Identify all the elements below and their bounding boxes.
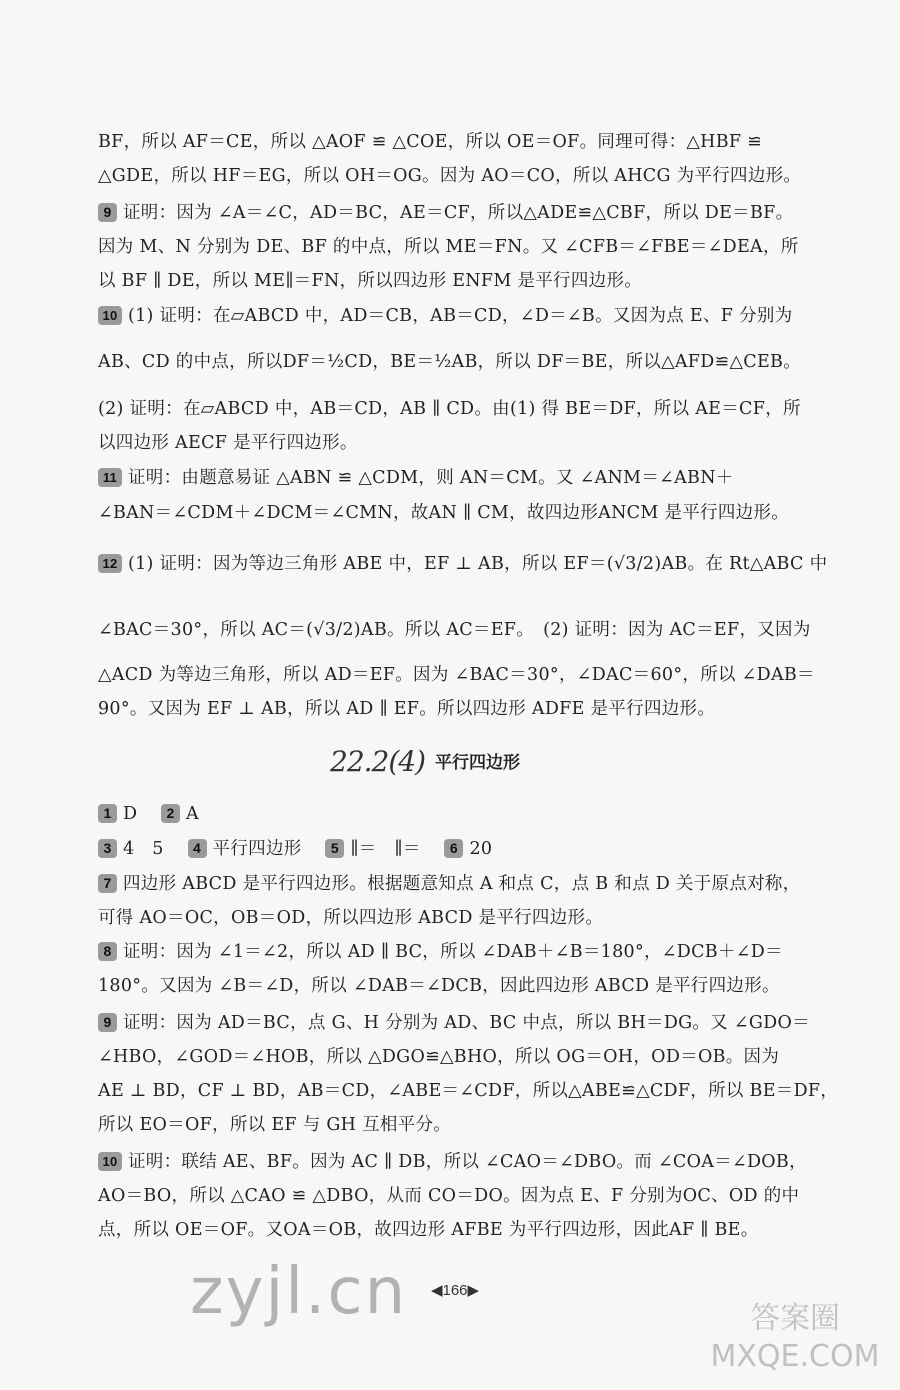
text-line: 所以 EO＝OF，所以 EF 与 GH 互相平分。 — [98, 1115, 452, 1135]
text-line: (2) 证明：在▱ABCD 中，AB＝CD，AB ∥ CD。由(1) 得 BE＝DF，所以 AE＝CF，所 — [98, 399, 801, 419]
text-line: 可得 AO＝OC，OB＝OD，所以四边形 ABCD 是平行四边形。 — [98, 908, 604, 928]
section-heading — [330, 745, 630, 785]
text-line: 180°。又因为 ∠B＝∠D，所以 ∠DAB＝∠DCB，因此四边形 ABCD 是平行四边形。 — [98, 976, 780, 996]
page-number: ◀166▶ — [430, 1282, 480, 1299]
question-number-badge: 11 — [98, 468, 122, 487]
question-number-badge: 10 — [98, 306, 122, 325]
answer-7: 7 四边形 ABCD 是平行四边形。根据题意知点 A 和点 C，点 B 和点 D 关于原点对称， — [98, 873, 818, 895]
question-number-badge: 5 — [325, 839, 344, 858]
question-number-badge: 8 — [98, 942, 117, 961]
question-number-badge: 6 — [444, 839, 463, 858]
text-line: 因为 M、N 分别为 DE、BF 的中点，所以 ME＝FN。又 ∠CFB＝∠FBE＝∠DEA，所 — [98, 237, 799, 257]
text-line: AE ⊥ BD，CF ⊥ BD，AB＝CD，∠ABE＝∠CDF，所以△ABE≌△CDF，所以 BE＝DF， — [98, 1081, 839, 1101]
question-number-badge: 9 — [98, 1013, 117, 1032]
answer-9b: 9 证明：因为 AD＝BC，点 G、H 分别为 AD、BC 中点，所以 BH＝DG。又 ∠GDO＝ — [98, 1012, 818, 1034]
answer-10: 10 (1) 证明：在▱ABCD 中，AD＝CB，AB＝CD，∠D＝∠B。又因为点 E、F 分别为 — [98, 305, 818, 327]
text-line: 以四边形 AECF 是平行四边形。 — [98, 433, 358, 453]
text-line: △ACD 为等边三角形，所以 AD＝EF。因为 ∠BAC＝30°，∠DAC＝60°，所以 ∠DAB＝ — [98, 665, 815, 685]
text-line: BF，所以 AF＝CE，所以 △AOF ≌ △COE，所以 OE＝OF。同理可得：△HBF ≌ — [98, 132, 763, 152]
text-line: 90°。又因为 EF ⊥ AB，所以 AD ∥ EF。所以四边形 ADFE 是平行四边形。 — [98, 699, 716, 719]
answer-12: 12 (1) 证明：因为等边三角形 ABE 中，EF ⊥ AB，所以 EF＝(√3/2)AB。在 Rt△ABC 中 — [98, 553, 818, 575]
answer-9: 9 证明：因为 ∠A＝∠C，AD＝BC，AE＝CF，所以△ADE≌△CBF，所以 DE＝BF。 — [98, 202, 818, 224]
answer-10b: 10 证明：联结 AE、BF。因为 AC ∥ DB，所以 ∠CAO＝∠DBO。而 ∠COA＝∠DOB， — [98, 1151, 818, 1173]
text-line: △GDE，所以 HF＝EG，所以 OH＝OG。因为 AO＝CO，所以 AHCG 为平行四边形。 — [98, 166, 802, 186]
question-number-badge: 2 — [161, 804, 180, 823]
answers-1-2: 1 D 2 A — [98, 803, 818, 825]
question-number-badge: 3 — [98, 839, 117, 858]
text-line: ∠HBO，∠GOD＝∠HOB，所以 △DGO≌△BHO，所以 OG＝OH，OD＝OB。因为 — [98, 1047, 780, 1067]
question-number-badge: 10 — [98, 1152, 122, 1171]
text-line: ∠BAC＝30°，所以 AC＝(√3/2)AB。所以 AC＝EF。 (2) 证明：因为 AC＝EF，又因为 — [98, 620, 811, 640]
question-number-badge: 4 — [188, 839, 207, 858]
question-number-badge: 7 — [98, 874, 117, 893]
answers-3-6: 3 4 5 4 平行四边形 5 ∥＝ ∥＝ 6 20 — [98, 838, 818, 860]
watermark-zyjl: zyjl.cn — [190, 1255, 408, 1329]
section-name: 平行四边形 — [435, 753, 521, 772]
text-line: 点，所以 OE＝OF。又OA＝OB，故四边形 AFBE 为平行四边形，因此AF ∥ BE。 — [98, 1220, 759, 1240]
section-number: 22.2(4) — [330, 745, 426, 778]
answer-8: 8 证明：因为 ∠1＝∠2，所以 AD ∥ BC，所以 ∠DAB＋∠B＝180°，∠DCB＋∠D＝ — [98, 941, 818, 963]
question-number-badge: 12 — [98, 554, 122, 573]
text-line: 以 BF ∥ DE，所以 ME∥＝FN，所以四边形 ENFM 是平行四边形。 — [98, 271, 643, 291]
text-line: AO＝BO，所以 △CAO ≌ △DBO，从而 CO＝DO。因为点 E、F 分别为OC、OD 的中 — [98, 1186, 800, 1206]
text-line: AB、CD 的中点，所以DF＝½CD，BE＝½AB，所以 DF＝BE，所以△AFD≌△CEB。 — [98, 352, 802, 372]
question-number-badge: 1 — [98, 804, 117, 823]
watermark-mxqe: 答案圈 MXQE.COM — [710, 1301, 880, 1374]
question-number-badge: 9 — [98, 203, 117, 222]
text-line: ∠BAN＝∠CDM＋∠DCM＝∠CMN，故AN ∥ CM，故四边形ANCM 是平行四边形。 — [98, 503, 790, 523]
answer-11: 11 证明：由题意易证 △ABN ≌ △CDM，则 AN＝CM。又 ∠ANM＝∠ABN＋ — [98, 467, 818, 489]
